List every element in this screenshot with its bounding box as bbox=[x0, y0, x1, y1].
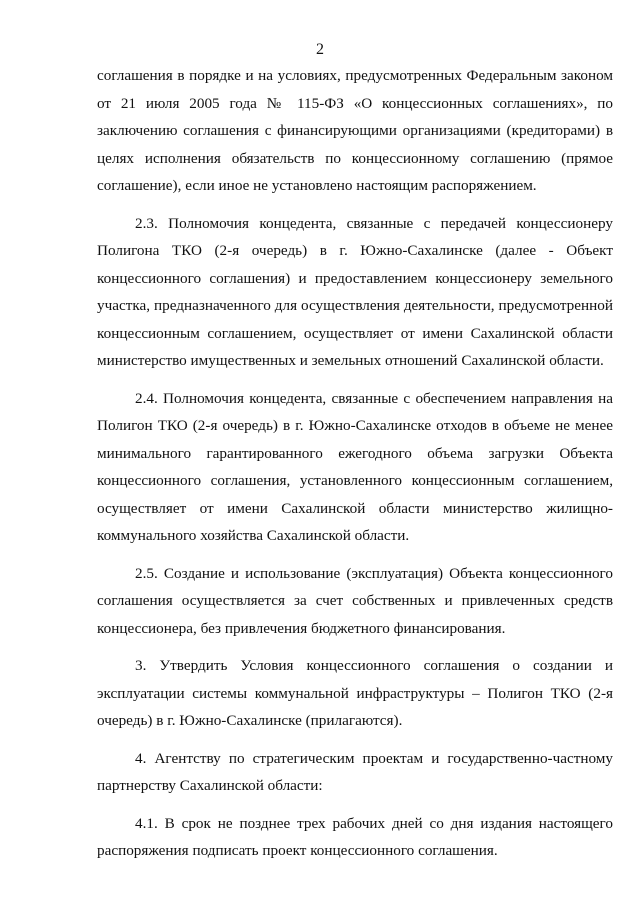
paragraph-continuation: соглашения в порядке и на условиях, предусмотренных Федеральным законом от 21 июля 2005 года № 115-ФЗ «О концессионных соглашениях», по заключению соглашения с финансирующими организациями (кредиторами) в целях исполнения обязательств по концессионному соглашению (прямое соглашение), если иное не установлено настоящим распоряжением. bbox=[97, 67, 613, 194]
page-number: 2 bbox=[316, 41, 324, 58]
document-body bbox=[97, 62, 613, 875]
paragraph-4-1: 4.1. В срок не позднее трех рабочих дней со дня издания настоящего распоряжения подписать проект концессионного соглашения. bbox=[97, 814, 613, 859]
paragraph-2-4: 2.4. Полномочия концедента, связанные с обеспечением направления на Полигон ТКО (2-я очередь) в г. Южно-Сахалинске отходов в объеме не менее минимального гарантированного ежегодного объема загрузки Объекта концессионного соглашения, установленного концессионным соглашением, осуществляет от имени Сахалинской области министерство жилищно-коммунального хозяйства Сахалинской области. bbox=[97, 389, 613, 544]
paragraph-4: 4. Агентству по стратегическим проектам и государственно-частному партнерству Сахалинской области: bbox=[97, 749, 613, 794]
paragraph-2-3: 2.3. Полномочия концедента, связанные с передачей концессионеру Полигона ТКО (2-я очередь) в г. Южно-Сахалинске (далее - Объект концессионного соглашения) и предоставлением концессионеру земельного участка, предназначенного для осуществления деятельности, предусмотренной концессионным соглашением, осуществляет от имени Сахалинской области министерство имущественных и земельных отношений Сахалинской области. bbox=[97, 214, 613, 369]
paragraph-2-5: 2.5. Создание и использование (эксплуатация) Объекта концессионного соглашения осуществляется за счет собственных и привлеченных средств концессионера, без привлечения бюджетного финансирования. bbox=[97, 564, 613, 637]
paragraph-3: 3. Утвердить Условия концессионного соглашения о создании и эксплуатации системы коммунальной инфраструктуры – Полигон ТКО (2-я очередь) в г. Южно-Сахалинске (прилагаются). bbox=[97, 657, 613, 729]
